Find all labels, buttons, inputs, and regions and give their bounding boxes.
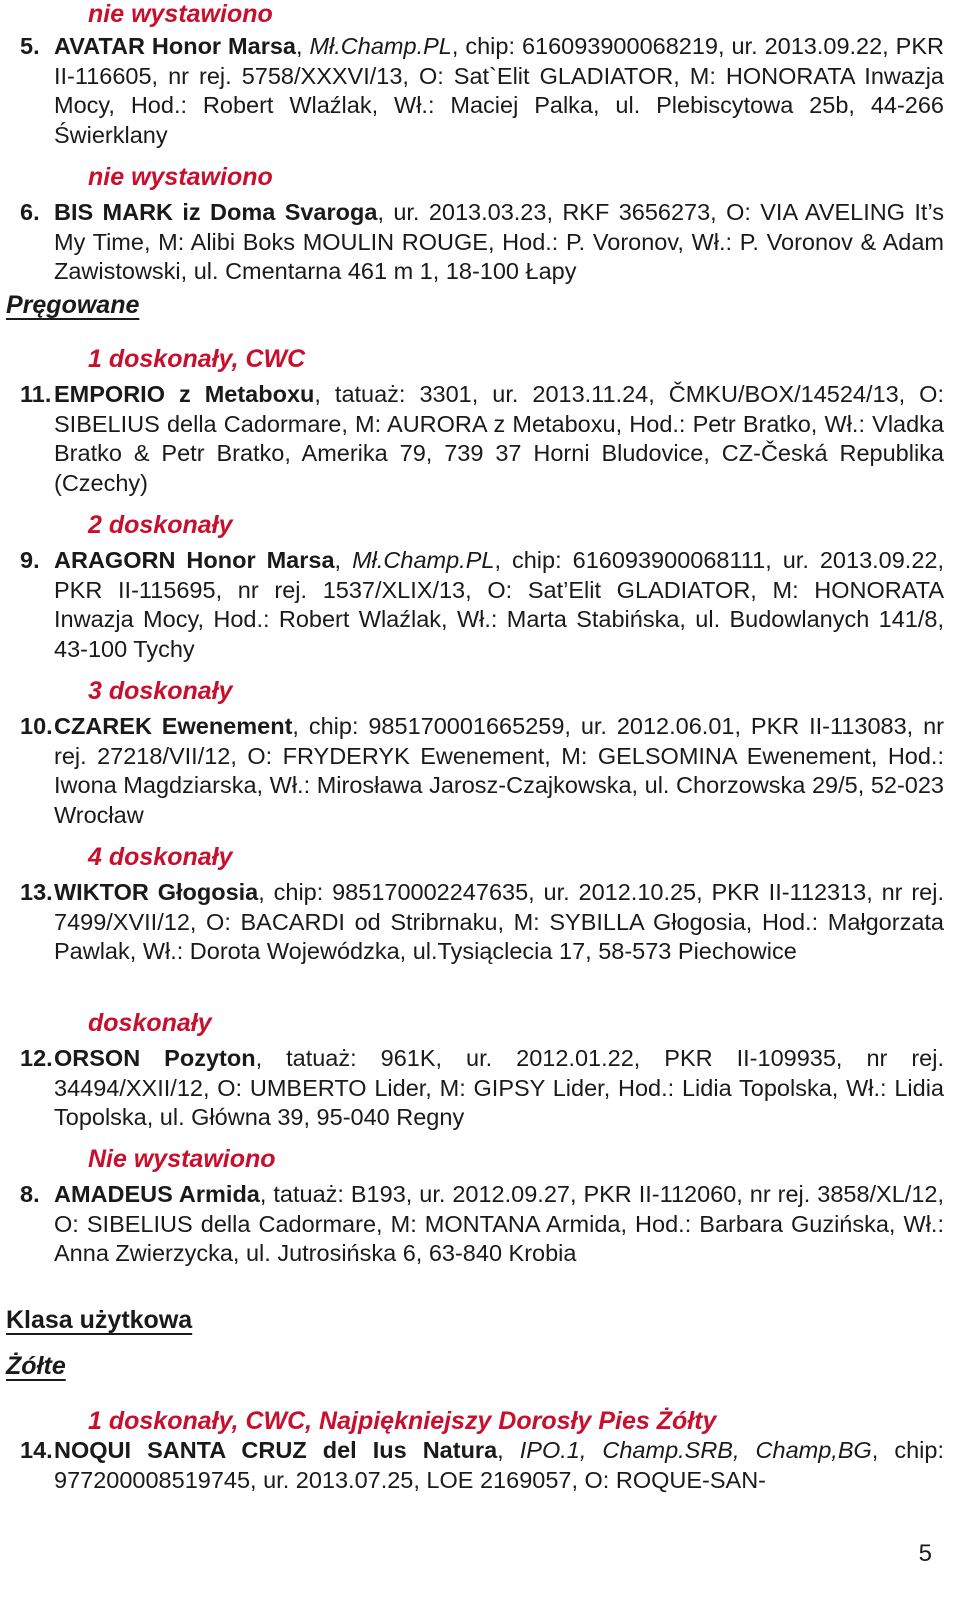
separator: , [497, 1437, 520, 1463]
dog-entry [20, 1436, 945, 1495]
entry-number: 9. [20, 547, 40, 573]
entry-number: 14. [20, 1437, 53, 1463]
separator: , [295, 33, 310, 59]
dog-entry [20, 878, 944, 967]
page-number: 5 [918, 1540, 932, 1567]
dog-entry [20, 546, 945, 664]
rating-label: 1 doskonały, CWC [88, 345, 306, 373]
dog-entry [20, 1180, 944, 1269]
rating-label: nie wystawiono [88, 163, 273, 191]
dog-entry [20, 1044, 944, 1133]
section-heading-klasa-uzytkowa: Klasa użytkowa [6, 1306, 193, 1334]
separator: , [334, 547, 353, 573]
dog-entry [20, 712, 944, 830]
dog-name: AMADEUS Armida [54, 1181, 260, 1207]
rating-label: doskonały [88, 1009, 212, 1037]
rating-label: Nie wystawiono [88, 1145, 276, 1173]
dog-name: NOQUI SANTA CRUZ del Ius Natura [54, 1437, 498, 1463]
rating-label: 3 doskonały [88, 677, 233, 705]
dog-name: ARAGORN Honor Marsa [54, 547, 335, 573]
entry-details: , ur. 2013.03.23, RKF 3656273, O: VIA AVELING It’s My Time, M: Alibi Boks MOULIN ROUGE, Hod.: P. Voronov, Wł.: P. Voronov & Adam Zawistowski, ul. Cmentarna 461 m 1, 18-100 Łapy [54, 199, 944, 285]
entry-number: 10. [20, 713, 53, 739]
section-heading-pregowane: Pręgowane [6, 291, 140, 319]
entry-details: , chip: 977200008519745, ur. 2013.07.25, LOE 2169057, O: ROQUE-SAN- [54, 1437, 945, 1493]
entry-details: , tatuaż: 3301, ur. 2013.11.24, ČMKU/BOX/14524/13, O: SIBELIUS della Cadormare, M: AURORA z Metaboxu, Hod.: Petr Bratko, Wł.: Vladka Bratko & Petr Bratko, Amerika 79, 739 37 Horni Bludovice, CZ-Česká Republika (Czechy) [54, 381, 944, 496]
dog-entry [20, 198, 944, 287]
dog-titles: IPO.1, Champ.SRB, Champ,BG [519, 1437, 872, 1463]
entry-number: 5. [20, 33, 40, 59]
dog-name: BIS MARK iz Doma Svaroga [54, 199, 378, 225]
section-heading-zolte: Żółte [6, 1352, 66, 1380]
entry-number: 6. [20, 199, 40, 225]
dog-name: ORSON Pozyton [54, 1045, 256, 1071]
entry-number: 13. [20, 879, 53, 905]
rating-label: 4 doskonały [88, 843, 233, 871]
dog-entry [20, 32, 944, 150]
entry-details: , tatuaż: B193, ur. 2012.09.27, PKR II-112060, nr rej. 3858/XL/12, O: SIBELIUS della Cadormare, M: MONTANA Armida, Hod.: Barbara Guzińska, Wł.: Anna Zwierzycka, ul. Jutrosińska 6, 63-840 Krobia [54, 1181, 944, 1267]
entry-details: , chip: 616093900068219, ur. 2013.09.22, PKR II-116605, nr rej. 5758/XXXVI/13, O: Sat`Elit GLADIATOR, M: HONORATA Inwazja Mocy, Hod.: Robert Wlaźlak, Wł.: Maciej Palka, ul. Plebiscytowa 25b, 44-266 Świerklany [54, 33, 944, 148]
dog-name: AVATAR Honor Marsa [54, 33, 296, 59]
entry-details: , tatuaż: 961K, ur. 2012.01.22, PKR II-109935, nr rej. 34494/XXII/12, O: UMBERTO Lider, M: GIPSY Lider, Hod.: Lidia Topolska, Wł.: Lidia Topolska, ul. Główna 39, 95-040 Regny [54, 1045, 944, 1131]
dog-titles: Mł.Champ.PL [309, 33, 452, 59]
entry-details: , chip: 616093900068111, ur. 2013.09.22, PKR II-115695, nr rej. 1537/XLIX/13, O: Sat’Elit GLADIATOR, M: HONORATA Inwazja Mocy, Hod.: Robert Wlaźlak, Wł.: Marta Stabińska, ul. Budowlanych 141/8, 43-100 Tychy [54, 547, 945, 662]
entry-details: , chip: 985170001665259, ur. 2012.06.01, PKR II-113083, nr rej. 27218/VII/12, O: FRYDERYK Ewenement, M: GELSOMINA Ewenement, Hod.: Iwona Magdziarska, Wł.: Mirosława Jarosz-Czajkowska, ul. Chorzowska 29/5, 52-023 Wrocław [54, 713, 944, 828]
entry-number: 8. [20, 1181, 40, 1207]
rating-label: 1 doskonały, CWC, Najpiękniejszy Dorosły Pies Żółty [88, 1407, 717, 1435]
entry-details: , chip: 985170002247635, ur. 2012.10.25, PKR II-112313, nr rej. 7499/XVII/12, O: BACARDI od Stribrnaku, M: SYBILLA Głogosia, Hod.: Małgorzata Pawlak, Wł.: Dorota Wojewódzka, ul.Tysiąclecia 17, 58-573 Piechowice [54, 879, 944, 965]
rating-label: nie wystawiono [88, 0, 273, 28]
dog-name: EMPORIO z Metaboxu [54, 381, 315, 407]
entry-number: 11. [20, 381, 52, 407]
dog-name: CZAREK Ewenement [54, 713, 293, 739]
dog-titles: Mł.Champ.PL [352, 547, 495, 573]
dog-entry [20, 380, 944, 498]
entry-number: 12. [20, 1045, 53, 1071]
dog-name: WIKTOR Głogosia [54, 879, 259, 905]
rating-label: 2 doskonały [88, 511, 233, 539]
